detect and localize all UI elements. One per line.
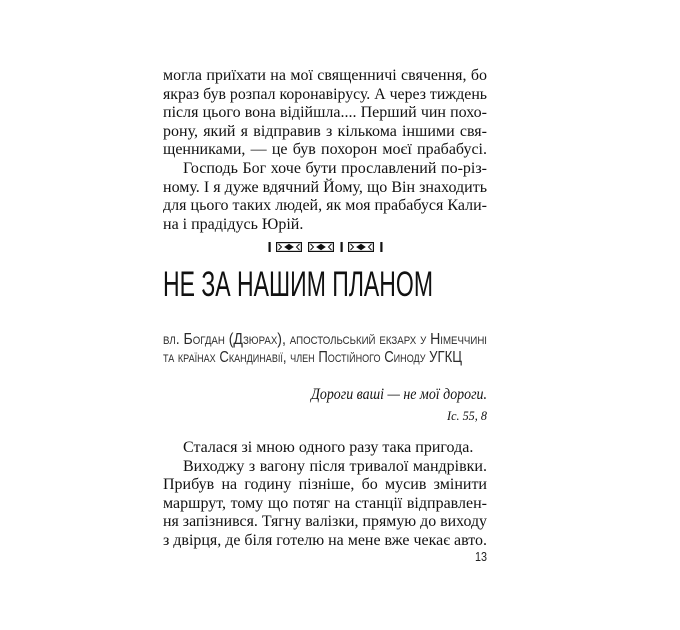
ornament-chevron: [311, 244, 314, 250]
byline-line: та країнах Скандинавії, член Постійного Синоду УГКЦ: [163, 349, 463, 366]
epigraph-quote: Дороги ваші — не мої дороги.: [311, 386, 488, 403]
text-line: рону, який я відправив з кількома іншими свя-: [163, 122, 487, 140]
section-divider-ornament: [268, 241, 383, 253]
ornament-chevron: [369, 244, 372, 250]
ornament-diamond-box: [277, 243, 302, 252]
ornament-bar: [269, 242, 271, 252]
text-line: Господь Бог хоче бути прославлений по-різ-: [183, 159, 487, 177]
text-line: ному. І я дуже вдячний Йому, що Він знаходить: [163, 178, 487, 196]
text-line: з двірця, де біля готелю на мене вже чекає авто.: [163, 531, 488, 549]
ornament-chevron: [351, 244, 354, 250]
intro-text: [163, 67, 487, 234]
text-line: маршрут, тому що потяг на станції відправлен-: [163, 494, 487, 512]
epigraph: [163, 386, 487, 424]
text-line: Виходжу з вагону після тривалої мандрівки.: [183, 457, 487, 475]
chapter-body-text: [163, 439, 487, 551]
text-line: ня запізнився. Тягну валізки, прямую до виходу: [163, 513, 488, 531]
paragraph: [163, 67, 487, 160]
ornament-diamond: [316, 244, 326, 250]
ornament-chevron: [297, 244, 300, 250]
byline-line: вл. Богдан (Дзюрах), апостольський екзарх у Німеччині: [163, 331, 487, 348]
ornament-bar: [341, 242, 343, 252]
ornament-diamond-box: [309, 243, 334, 252]
paragraph: [163, 458, 487, 551]
text-line: після цього вона відійшла.... Перший чин похо-: [163, 104, 487, 122]
ornament-diamond: [356, 244, 366, 250]
ornament-bar: [380, 242, 382, 252]
ornament-diamond-box: [349, 243, 374, 252]
paragraph: [163, 439, 487, 458]
author-byline: [163, 331, 487, 367]
ornament-diamond: [284, 244, 294, 250]
text-line: для цього таких людей, як моя прабабуся Кали-: [163, 197, 487, 215]
text-line: якраз був розпал коронавірусу. А через тиждень: [163, 85, 488, 103]
text-line: Сталася зі мною одного разу така пригода.: [183, 439, 474, 456]
paragraph: [163, 160, 487, 234]
text-line: могла приїхати на мої священничі свячення, бо: [163, 67, 488, 84]
ornament-chevron: [279, 244, 282, 250]
text-line: на і прадідусь Юрій.: [163, 215, 304, 233]
chapter-title: НЕ ЗА НАШИМ ПЛАНОМ: [163, 265, 434, 304]
page-number: 13: [475, 549, 488, 564]
ornament-chevron: [329, 244, 332, 250]
epigraph-source: Іс. 55, 8: [447, 407, 488, 423]
text-line: щенниками, — це був похорон моєї прабабусі.: [163, 141, 488, 159]
text-line: Прибув на годину пізніше, бо мусив змінити: [163, 476, 487, 494]
